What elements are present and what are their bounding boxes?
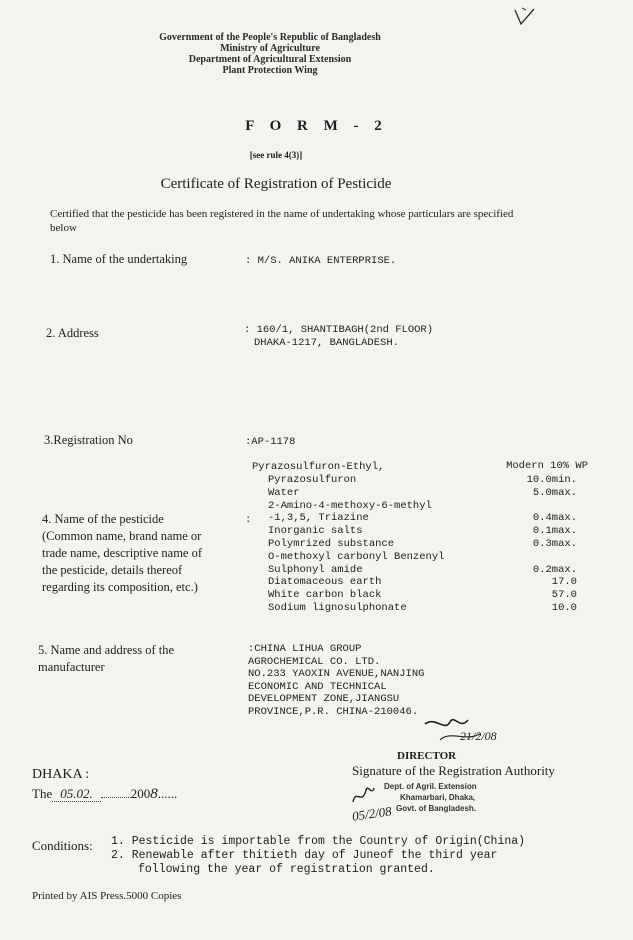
registration-label: 3.Registration No — [44, 433, 133, 447]
date-handwritten: 05.02. — [52, 786, 101, 802]
conditions-list — [111, 835, 525, 877]
composition-name: Pyrazosulfuron — [268, 474, 357, 486]
date-prefix: The — [32, 786, 53, 801]
composition-name: Water — [268, 486, 300, 499]
certificate-title: Certificate of Registration of Pesticide — [160, 176, 392, 192]
date-suffix: ...... — [157, 786, 178, 801]
header-line: Ministry of Agriculture — [220, 43, 320, 54]
pesticide-name: Pyrazosulfuron-Ethyl, — [252, 461, 385, 473]
address-label: 2. Address — [46, 326, 99, 340]
pesticide-label-line: trade name, descriptive name of — [42, 546, 202, 560]
manufacturer-line: :CHINA LIHUA GROUP — [248, 643, 362, 655]
composition-value: 10.0 — [551, 602, 577, 614]
manufacturer-label-line: manufacturer — [38, 660, 105, 674]
header-line: Department of Agricultural Extension — [188, 54, 352, 65]
stamp-line: Govt. of Bangladesh. — [396, 804, 477, 813]
address-line-2: DHAKA-1217, BANGLADESH. — [254, 337, 399, 349]
composition-name: Diatomaceous earth — [268, 576, 382, 589]
header-line: Government of the People's Republic of Bangladesh — [159, 32, 381, 43]
stamp-line: Dept. of Agril. Extension — [384, 782, 477, 791]
conditions-label: Conditions: — [32, 838, 93, 853]
composition-name: 2-Amino-4-methoxy-6-methyl — [268, 499, 432, 512]
undertaking-value: : M/S. ANIKA ENTERPRISE. — [245, 255, 397, 267]
government-header — [120, 32, 420, 76]
pesticide-label-line: the pesticide, details thereof — [42, 563, 183, 577]
registration-value: :AP-1178 — [245, 436, 296, 448]
manufacturer-line: DEVELOPMENT ZONE,JIANGSU — [248, 693, 400, 705]
pesticide-label — [42, 511, 202, 596]
condition-continuation: following the year of registration granted. — [138, 863, 435, 876]
stamp-scribble — [350, 782, 376, 808]
manufacturer-line: PROVINCE,P.R. CHINA-210046. — [248, 705, 419, 718]
composition-value: 0.2max. — [532, 563, 577, 576]
composition-name: Inorganic salts — [268, 525, 363, 538]
condition-item: 1. Pesticide is importable from the Country of Origin(China) — [111, 835, 526, 848]
intro-text: Certified that the pesticide has been registered in the name of undertaking whose particulars are specified below — [50, 208, 514, 234]
form-title: F O R M - 2 — [245, 118, 388, 134]
composition-value: 0.3max. — [532, 538, 577, 550]
year-prefix: 200 — [130, 786, 151, 801]
composition-name: Polymrized substance — [268, 538, 395, 550]
pesticide-formulation: Modern 10% WP — [506, 460, 588, 472]
city-label: DHAKA : — [32, 767, 90, 782]
date-line — [32, 786, 177, 803]
address-line-1: : 160/1, SHANTIBAGH(2nd FLOOR) — [244, 324, 434, 336]
manufacturer-line: AGROCHEMICAL CO. LTD. — [248, 655, 381, 668]
composition-name: O-methoxyl carbonyl Benzenyl — [268, 550, 445, 563]
condition-item: 2. Renewable after thitieth day of Juneof the third year — [111, 849, 498, 862]
composition-name: Sodium lignosulphonate — [268, 602, 407, 614]
stamp-line: Khamarbari, Dhaka, — [400, 793, 476, 802]
director-title: DIRECTOR — [397, 750, 457, 762]
undertaking-label: 1. Name of the undertaking — [50, 252, 188, 266]
rule-reference: [see rule 4(3)] — [249, 150, 303, 160]
composition-name: Sulphonyl amide — [268, 563, 363, 576]
handwritten-date-bottom: 05/2/08 — [351, 803, 393, 824]
composition-value: 17.0 — [551, 576, 577, 589]
pesticide-label-line: 4. Name of the pesticide — [42, 512, 164, 526]
manufacturer-line: NO.233 YAOXIN AVENUE,NANJING — [248, 668, 425, 680]
handwritten-date-top: 21/2/08 — [460, 729, 497, 743]
composition-name: -1,3,5, Triazine — [268, 512, 369, 525]
pesticide-colon: : — [245, 514, 252, 526]
printed-by-footer: Printed by AIS Press.5000 Copies — [32, 890, 182, 902]
header-line: Plant Protection Wing — [222, 65, 318, 76]
year-handwritten: 8 — [150, 786, 158, 802]
composition-value: 5.0max. — [532, 486, 577, 499]
check-mark-icon — [512, 6, 538, 28]
pesticide-label-line: regarding its composition, etc.) — [42, 580, 198, 594]
manufacturer-label — [38, 642, 174, 676]
composition-value: 57.0 — [551, 589, 577, 602]
pesticide-label-line: (Common name, brand name or — [42, 529, 202, 543]
manufacturer-label-line: 5. Name and address of the — [38, 643, 175, 657]
composition-name: White carbon black — [268, 589, 382, 602]
signature-caption: Signature of the Registration Authority — [352, 763, 555, 778]
manufacturer-line: ECONOMIC AND TECHNICAL — [248, 680, 387, 693]
composition-value: 10.0min. — [526, 474, 577, 486]
composition-value: 0.4max. — [532, 512, 577, 525]
composition-value: 0.1max. — [532, 525, 577, 538]
manufacturer-address — [248, 643, 424, 718]
